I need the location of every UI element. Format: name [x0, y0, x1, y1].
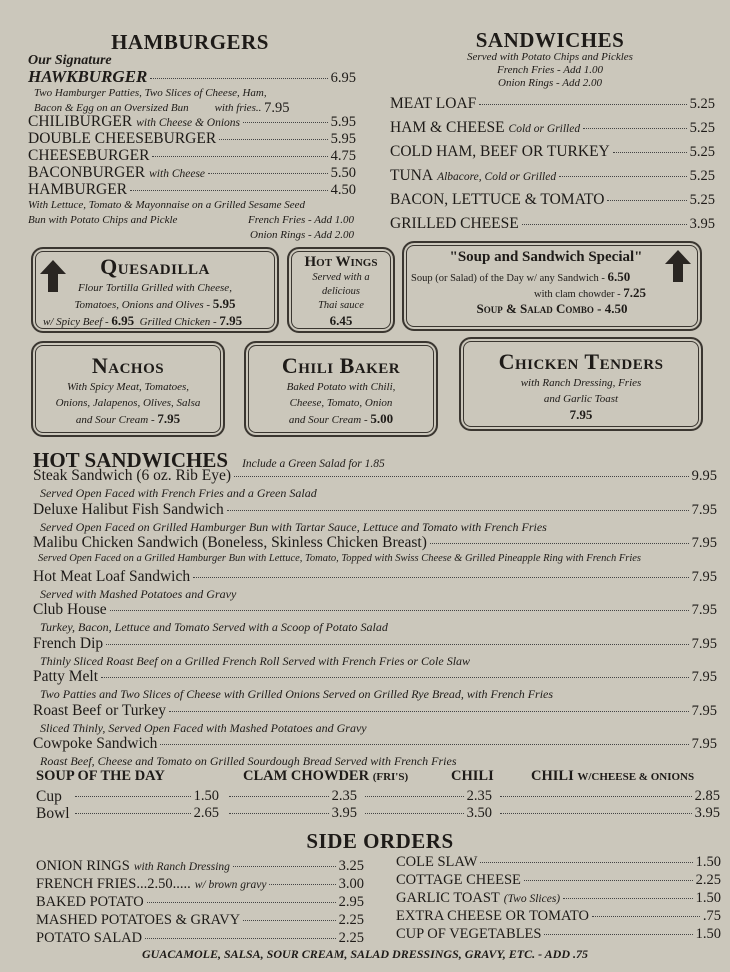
side-item-right-price: 1.50: [695, 854, 721, 870]
quesadilla-box: [31, 247, 279, 333]
arrow-up-icon: [664, 249, 692, 283]
soup-bowl-price: 2.65: [193, 805, 219, 821]
side-item-left: [36, 930, 364, 947]
hawk-desc-line1: Two Hamburger Patties, Two Slices of Cheese, Ham,: [34, 87, 267, 99]
hot-sandwich-item-name: Cowpoke Sandwich: [33, 735, 158, 752]
tenders-d2: and Garlic Toast: [543, 393, 619, 405]
sandwiches-subtitle: [430, 51, 670, 90]
burger-foot-line2: Bun with Potato Chips and Pickle: [28, 214, 178, 226]
chili-baker-d1: Baked Potato with Chili,: [286, 381, 396, 393]
hot-sandwich-desc: Sliced Thinly, Served Open Faced with Mashed Potatoes and Gravy: [40, 720, 367, 735]
side-item-left: [36, 876, 364, 893]
hot-sandwich-item: [33, 467, 717, 485]
chili-baker-box: [244, 341, 438, 437]
soup-cup-price-cell: [497, 788, 720, 805]
burger-item: [28, 164, 356, 182]
hawkburger-desc: Two Hamburger Patties, Two Slices of Cheese, Ham, Bacon & Egg on an Oversized Bun with fries .. 7.95: [34, 86, 364, 116]
sandwiches-sub3: Onion Rings - Add 2.00: [498, 77, 602, 89]
chili-cheese-note: W/CHEESE & ONIONS: [577, 771, 695, 783]
special-price3: 4.50: [604, 301, 628, 316]
soup-cup-price: 2.35: [466, 788, 492, 804]
side-item-right-name: COTTAGE CHEESE: [396, 872, 521, 888]
burger-item-name: CHEESEBURGER: [28, 147, 150, 164]
side-item-right-price: 1.50: [695, 890, 721, 906]
burger-foot-fries: French Fries - Add 1.00: [247, 214, 354, 226]
nachos-d3: and Sour Cream -: [75, 414, 155, 426]
special-combo: Soup & Salad Combo -: [476, 301, 602, 316]
side-item-left-price: 2.95: [338, 894, 364, 910]
special-d2: with clam chowder -: [534, 289, 621, 300]
side-item-left-name: POTATO SALAD: [36, 930, 143, 946]
hot-sandwich-item-price: 7.95: [691, 736, 717, 752]
side-item-left-name: MASHED POTATOES & GRAVY: [36, 912, 241, 928]
side-item-right-name: GARLIC TOAST: [396, 890, 500, 906]
sandwich-item-note: Albacore, Cold or Grilled: [437, 171, 557, 183]
hot-sandwich-item-name: Club House: [33, 601, 107, 618]
sandwich-item-name: COLD HAM, BEEF OR TURKEY: [390, 143, 610, 160]
quesadilla-d1: Flour Tortilla Grilled with Cheese,: [78, 282, 232, 294]
soup-cup-price-cell: [72, 788, 219, 805]
hot-sandwich-item-price: 7.95: [691, 568, 717, 585]
hawkburger-name: HAWKBURGER: [28, 67, 148, 86]
special-box: [402, 241, 702, 331]
chili-baker-d2: Cheese, Tomato, Onion: [289, 397, 393, 409]
chili-baker-price: 5.00: [370, 411, 394, 426]
hot-sandwich-desc: Roast Beef, Cheese and Tomato on Grilled Sourdough Bread Served with French Fries: [40, 754, 457, 768]
sandwich-item-name: TUNA: [390, 167, 434, 184]
sandwiches-sub1: Served with Potato Chips and Pickles: [467, 51, 633, 63]
sandwich-item: [390, 119, 715, 137]
side-item-left-note: with Ranch Dressing: [133, 861, 230, 873]
hawk-desc-line2: Bacon & Egg on an Oversized Bun: [34, 102, 189, 114]
sandwich-item: [390, 215, 715, 233]
nachos-box: [31, 341, 225, 437]
burger-item-name: HAMBURGER: [28, 181, 128, 198]
soup-cup-price-cell: [226, 788, 357, 805]
nachos-desc: [33, 379, 223, 428]
burger-item-price: 5.50: [330, 165, 356, 181]
side-item-right-name: EXTRA CHEESE OR TOMATO: [396, 908, 589, 924]
burger-item-name: BACONBURGER: [28, 164, 146, 181]
soup-cup-price-cell: [362, 788, 492, 805]
tenders-d1: with Ranch Dressing, Fries: [520, 377, 642, 389]
quesadilla-price3: 7.95: [219, 313, 243, 328]
clam-chowder-label: CLAM CHOWDER: [243, 768, 370, 784]
burger-item-note: with Cheese & Onions: [136, 117, 241, 129]
hot-sandwich-item-name: Patty Melt: [33, 668, 99, 685]
hot-sandwiches-title: HOT SANDWICHES: [33, 448, 229, 472]
chili-baker-d3: and Sour Cream -: [288, 414, 368, 426]
hot-sandwich-item-name: Malibu Chicken Sandwich (Boneless, Skinless Chicken Breast): [33, 534, 427, 551]
clam-chowder-fris: (FRI'S): [372, 771, 409, 783]
side-item-left-price: 3.00: [338, 876, 364, 892]
hot-sandwich-item: [33, 668, 717, 686]
side-item-right-name: COLE SLAW: [396, 854, 478, 870]
hot-wings-desc: [289, 271, 393, 313]
burger-item: [28, 113, 356, 131]
side-item-right: [396, 908, 721, 925]
soup-cup-price: 2.35: [331, 788, 357, 804]
side-item-right: [396, 854, 721, 871]
side-item-left-price: 3.25: [338, 858, 364, 874]
soup-of-day-header: SOUP OF THE DAY: [36, 768, 165, 784]
hot-sandwich-item: [33, 501, 717, 519]
hot-sandwich-desc: Served Open Faced with French Fries and a Green Salad: [40, 486, 317, 500]
chicken-tenders-title: Chicken Tenders: [498, 349, 664, 374]
sandwich-item: [390, 167, 715, 185]
arrow-up-icon: [39, 259, 67, 293]
soup-bowl-price: 3.50: [466, 805, 492, 821]
burger-item-note: with Cheese: [149, 168, 206, 180]
hot-sandwich-item-name: Steak Sandwich (6 oz. Rib Eye): [33, 467, 232, 484]
quesadilla-title: Quesadilla: [100, 254, 210, 279]
hot-sandwich-item: [33, 601, 717, 619]
hot-sandwich-desc: Turkey, Bacon, Lettuce and Tomato Served with a Scoop of Potato Salad: [40, 620, 388, 634]
hot-sandwich-item: [33, 702, 717, 720]
side-orders-footer: GUACAMOLE, SALSA, SOUR CREAM, SALAD DRESSINGS, GRAVY, ETC. - ADD .75: [141, 947, 588, 961]
hot-sandwich-desc: Served Open Faced on a Grilled Hamburger Bun with Lettuce, Tomato, Topped with Swiss Cheese & Grilled Pineapple Ring with French Fries: [38, 553, 642, 564]
special-price2: 7.25: [623, 285, 646, 300]
chicken-tenders-box: [459, 337, 703, 431]
burger-item: [28, 181, 356, 199]
nachos-price: 7.95: [157, 411, 181, 426]
side-item-left-price: 2.25: [338, 912, 364, 928]
side-item-left-note: w/ brown gravy: [194, 879, 267, 891]
sandwiches-sub2: French Fries - Add 1.00: [496, 64, 603, 76]
side-item-right-price: 2.25: [695, 872, 721, 888]
hot-sandwich-desc: Two Patties and Two Slices of Cheese with Grilled Onions Served on Grilled Rye Bread, with French Fries: [40, 687, 554, 701]
side-item-left: [36, 894, 364, 911]
side-item-left-name: ONION RINGS: [36, 858, 130, 874]
quesadilla-price1: 5.95: [212, 296, 236, 311]
special-title: "Soup and Sandwich Special": [449, 249, 643, 265]
clam-chowder-header: [243, 768, 408, 785]
burger-foot-line1: With Lettuce, Tomato & Mayonnaise on a Grilled Sesame Seed: [28, 199, 306, 211]
signature-label: Our Signature: [28, 53, 112, 68]
hot-wings-box: [287, 247, 395, 333]
chicken-tenders-price: 7.95: [569, 407, 593, 422]
hawk-fries-label: with fries: [214, 102, 256, 114]
hot-wings-d1: Served with a: [312, 272, 370, 283]
hot-sandwich-item-name: French Dip: [33, 634, 104, 652]
chicken-tenders-desc: [461, 375, 701, 407]
hot-wings-d3: Thai sauce: [318, 300, 364, 311]
special-d1: Soup (or Salad) of the Day w/ any Sandwich -: [411, 273, 605, 284]
hot-sandwich-item-price: 7.95: [691, 635, 717, 652]
side-item-right-note: (Two Slices): [503, 893, 561, 905]
chili-cheese-label: CHILI: [531, 768, 574, 784]
soup-cup-label: Cup: [36, 788, 62, 805]
nachos-d1: With Spicy Meat, Tomatoes,: [66, 381, 190, 393]
sandwich-item-price: 3.95: [689, 216, 715, 232]
hot-sandwich-item-price: 7.95: [691, 702, 717, 719]
hot-sandwich-item: [33, 568, 717, 586]
soup-bowl-price: 3.95: [694, 805, 720, 821]
chili-header: CHILI: [451, 768, 494, 784]
sandwich-item-price: 5.25: [689, 120, 715, 136]
burger-item-price: 4.50: [330, 182, 356, 198]
hot-sandwich-desc: Served Open Faced on Grilled Hamburger Bun with Tartar Sauce, Lettuce and Tomato with French Fries: [40, 519, 547, 534]
side-item-left-name: FRENCH FRIES...2.50.....: [36, 876, 191, 892]
sandwiches-title: SANDWICHES: [475, 28, 625, 52]
sandwich-item: [390, 191, 715, 209]
soup-cup-price: 1.50: [193, 788, 219, 804]
nachos-title: Nachos: [91, 353, 165, 378]
nachos-d2: Onions, Jalapenos, Olives, Salsa: [55, 397, 201, 409]
hawkburger-row: [28, 67, 356, 87]
burger-item-price: 5.95: [330, 131, 356, 147]
hot-sandwich-item-name: Roast Beef or Turkey: [33, 701, 167, 719]
burger-item-name: CHILIBURGER: [28, 113, 133, 130]
sandwich-item-name: MEAT LOAF: [390, 95, 477, 112]
burger-footnote: [28, 198, 368, 243]
burger-item-name: DOUBLE CHEESEBURGER: [28, 130, 217, 147]
side-item-left: [36, 912, 364, 929]
sandwich-item-note: Cold or Grilled: [508, 123, 581, 135]
hawkburger-price: 6.95: [330, 70, 356, 86]
hot-sandwiches-note: Include a Green Salad for 1.85: [242, 458, 385, 470]
soup-bowl-price-cell: [362, 805, 492, 822]
hot-sandwich-desc: Served with Mashed Potatoes and Gravy: [40, 586, 237, 601]
hot-sandwich-desc: Thinly Sliced Roast Beef on a Grilled French Roll Served with French Fries or Cole Slaw: [40, 653, 471, 668]
sandwich-item-name: BACON, LETTUCE & TOMATO: [390, 191, 605, 208]
hot-sandwich-item-price: 7.95: [691, 501, 717, 518]
soup-cup-price: 2.85: [694, 788, 720, 804]
side-item-left: [36, 858, 364, 875]
side-item-right: [396, 926, 721, 943]
hawk-fries-price: 7.95: [264, 100, 290, 116]
soup-bowl-price-cell: [497, 805, 720, 822]
hot-sandwich-item: [33, 534, 717, 552]
hamburgers-title: HAMBURGERS: [111, 30, 269, 54]
sandwich-item: [390, 143, 715, 161]
burger-foot-rings: Onion Rings - Add 2.00: [250, 229, 354, 241]
soup-bowl-price: 3.95: [331, 805, 357, 821]
side-item-right-price: .75: [702, 908, 721, 924]
side-item-right: [396, 872, 721, 889]
sandwich-item-name: GRILLED CHEESE: [390, 215, 519, 232]
sandwich-item-price: 5.25: [689, 192, 715, 208]
quesadilla-d2: Tomatoes, Onions and Olives -: [74, 299, 211, 311]
hot-wings-d2: delicious: [322, 286, 360, 297]
chili-cheese-header: [531, 768, 694, 785]
soup-bowl-price-cell: [72, 805, 219, 822]
hot-sandwich-item-name: Deluxe Halibut Fish Sandwich: [33, 500, 224, 518]
hot-wings-price: 6.45: [329, 313, 353, 328]
chili-baker-desc: [246, 379, 436, 428]
burger-item: [28, 147, 356, 165]
burger-item-price: 5.95: [330, 114, 356, 130]
quesadilla-d4: Grilled Chicken -: [139, 316, 217, 328]
hot-sandwich-item-price: 7.95: [691, 602, 717, 618]
burger-item: [28, 130, 356, 148]
soup-bowl-price-cell: [226, 805, 357, 822]
side-item-right: [396, 890, 721, 907]
side-item-left-price: 2.25: [338, 930, 364, 946]
hot-sandwich-item: [33, 635, 717, 653]
hot-sandwich-item: [33, 735, 717, 753]
quesadilla-price2: 6.95: [111, 313, 135, 328]
sandwich-item-price: 5.25: [689, 96, 715, 112]
quesadilla-desc: [33, 280, 277, 330]
side-item-right-name: CUP OF VEGETABLES: [396, 926, 542, 942]
hot-sandwich-item-price: 7.95: [691, 669, 717, 685]
hot-wings-title: Hot Wings: [304, 254, 378, 270]
sandwich-item: [390, 95, 715, 113]
quesadilla-d3: w/ Spicy Beef -: [43, 316, 109, 328]
sandwich-item-price: 5.25: [689, 168, 715, 184]
burger-item-price: 4.75: [330, 148, 356, 164]
hot-sandwich-item-price: 7.95: [691, 535, 717, 551]
side-item-left-name: BAKED POTATO: [36, 894, 144, 910]
sandwich-item-price: 5.25: [689, 144, 715, 160]
sandwich-item-name: HAM & CHEESE: [390, 119, 505, 136]
side-orders-title: SIDE ORDERS: [306, 829, 454, 853]
special-price1: 6.50: [607, 269, 631, 284]
side-item-right-price: 1.50: [695, 926, 721, 942]
chili-baker-title: Chili Baker: [281, 353, 401, 378]
soup-bowl-label: Bowl: [36, 805, 70, 822]
hot-sandwich-item-price: 9.95: [691, 468, 717, 484]
hot-sandwich-item-name: Hot Meat Loaf Sandwich: [33, 567, 191, 585]
